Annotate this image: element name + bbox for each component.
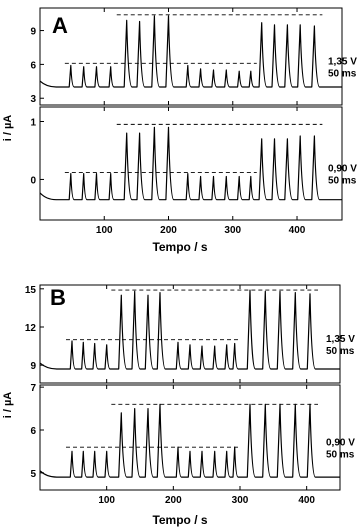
- current-trace: [40, 127, 342, 199]
- condition-label-line: 0,90 V: [328, 163, 357, 175]
- condition-label-line: 50 ms: [326, 346, 355, 357]
- x-tick-label: 100: [95, 225, 113, 236]
- x-tick-label: 300: [231, 495, 249, 506]
- y-tick-label: 7: [30, 383, 36, 395]
- condition-label: [326, 334, 355, 357]
- x-tick-label: 400: [298, 495, 316, 506]
- panel-b-letter: B: [50, 285, 66, 310]
- panel-a-letter: A: [52, 13, 68, 38]
- panel-b: [2, 285, 355, 527]
- y-tick-label: 9: [30, 26, 36, 38]
- panel-b-xlabel: Tempo / s: [152, 513, 208, 527]
- y-tick-label: 6: [30, 60, 36, 72]
- x-tick-label: 100: [98, 495, 116, 506]
- panel-a-ylabel: i / µA: [2, 114, 14, 142]
- y-tick-label: 5: [30, 468, 36, 480]
- panel-b-upper-plot: [25, 285, 355, 383]
- condition-label-line: 1,35 V: [326, 334, 355, 345]
- x-tick-label: 200: [164, 495, 182, 506]
- current-trace: [40, 16, 342, 87]
- plot-frame: [40, 107, 342, 220]
- condition-label-line: 1,35 V: [328, 56, 357, 68]
- x-tick-label: 300: [224, 225, 242, 236]
- y-tick-label: 0: [30, 175, 36, 187]
- panel-a: [2, 8, 357, 254]
- condition-label-line: 0,90 V: [326, 437, 355, 449]
- condition-label-line: 50 ms: [326, 449, 355, 461]
- y-tick-label: 12: [24, 323, 36, 334]
- y-tick-label: 1: [30, 117, 36, 129]
- y-tick-label: 15: [24, 284, 36, 296]
- x-tick-label: 200: [160, 225, 177, 236]
- panel-a-lower-plot: [30, 107, 357, 236]
- plot-frame: [40, 8, 342, 105]
- panel-b-lower-plot: [30, 383, 355, 506]
- panel-a-xlabel: Tempo / s: [152, 240, 208, 254]
- condition-label: [328, 57, 357, 80]
- current-trace: [40, 290, 340, 369]
- y-tick-label: 3: [30, 94, 36, 106]
- panel-b-ylabel: i / µA: [2, 391, 14, 419]
- y-tick-label: 9: [30, 361, 36, 373]
- panel-a-upper-plot: [30, 8, 357, 105]
- condition-label-line: 50 ms: [328, 175, 357, 187]
- x-tick-label: 400: [288, 225, 306, 236]
- y-tick-label: 6: [30, 426, 36, 437]
- current-trace: [40, 404, 340, 477]
- condition-label-line: 50 ms: [328, 68, 357, 80]
- condition-label: [326, 438, 355, 461]
- condition-label: [328, 164, 357, 187]
